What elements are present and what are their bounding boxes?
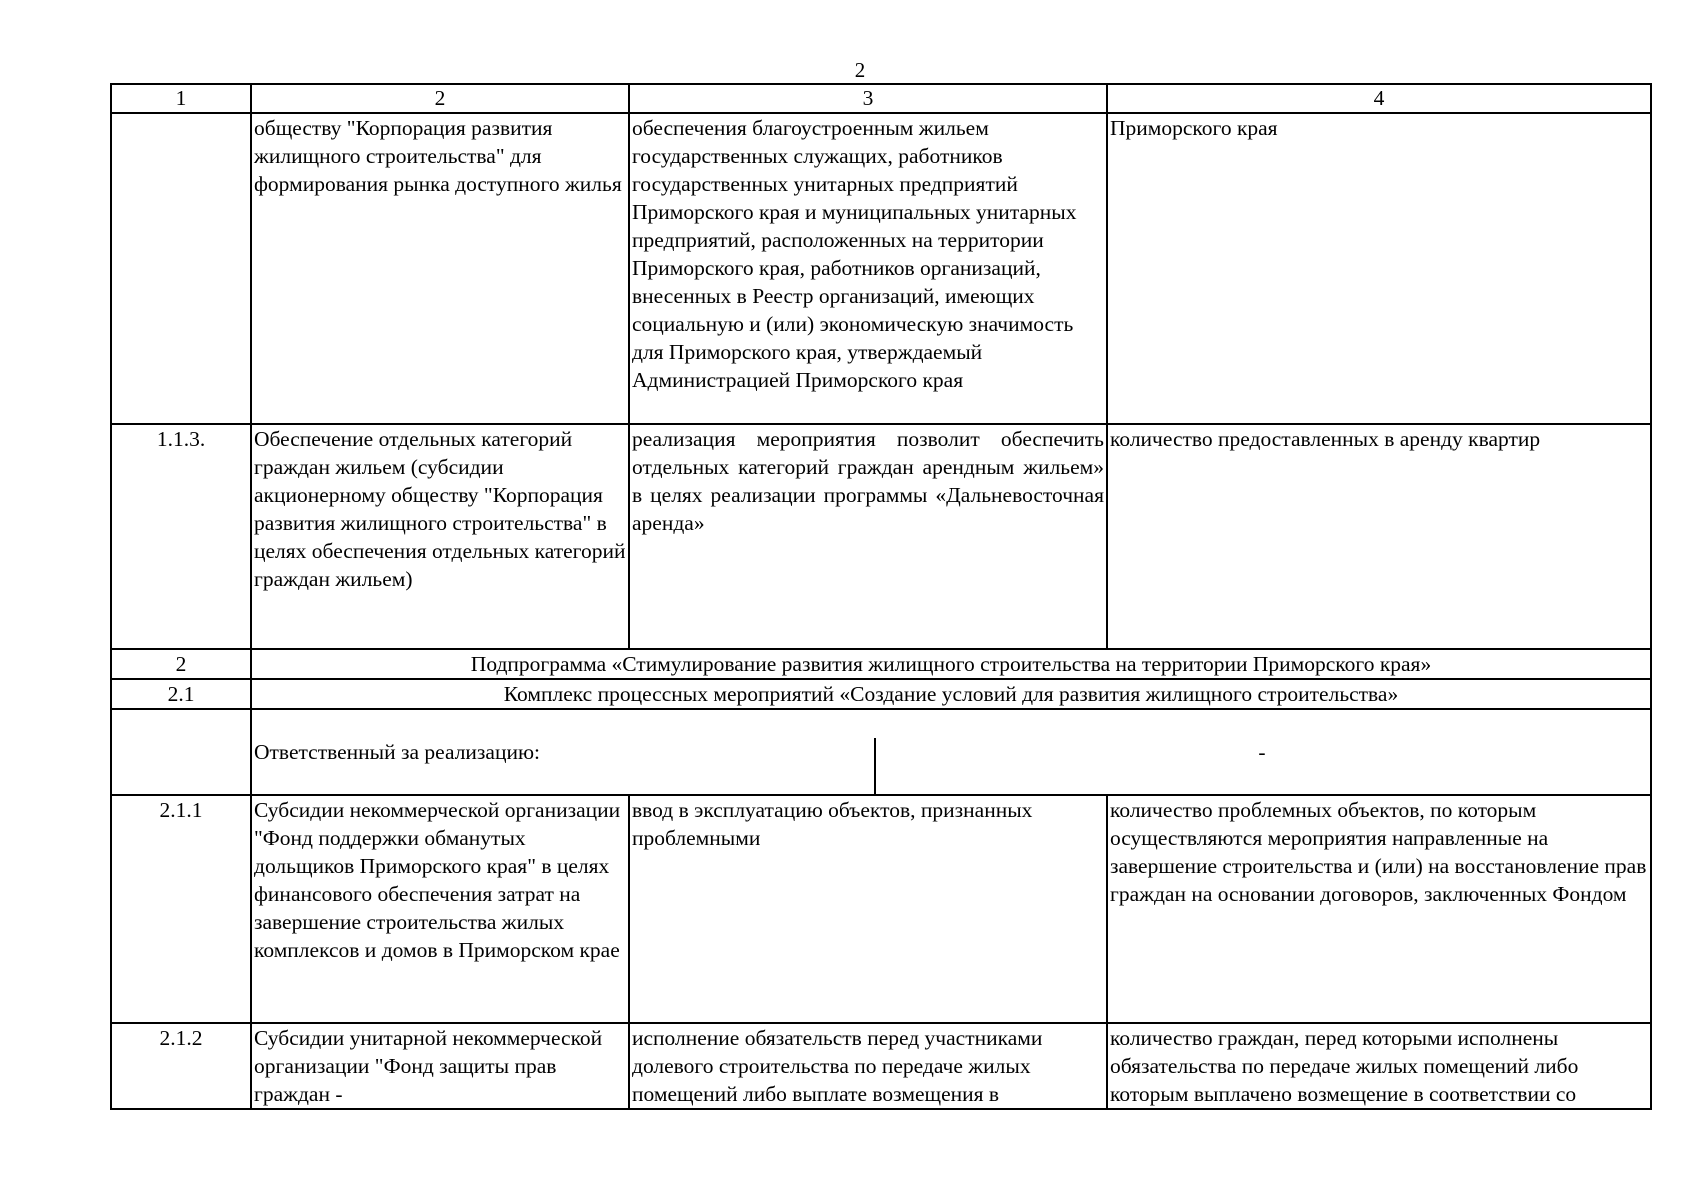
header-cell: 3 (629, 84, 1107, 113)
row-number: 2.1 (111, 679, 251, 709)
measure-name: обществу "Корпорация развития жилищного строительства" для формирования рынка доступного жилья (251, 113, 629, 424)
responsible-label: Ответственный за реализацию: (254, 738, 876, 795)
responsible-cell (251, 709, 1651, 795)
responsible-row (111, 709, 1651, 795)
row-number: 1.1.3. (111, 424, 251, 649)
page-number: 2 (854, 58, 866, 82)
responsible-value: - (1258, 740, 1266, 764)
measure-indicator: количество граждан, перед которыми исполнены обязательства по передаче жилых помещений либо которым выплачено возмещение в соответствии со (1107, 1023, 1651, 1109)
measure-indicator: Приморского края (1107, 113, 1651, 424)
header-cell: 2 (251, 84, 629, 113)
table-row (111, 424, 1651, 649)
row-number: 2.1.2 (111, 1023, 251, 1109)
table-row (111, 113, 1651, 424)
subprogram-row (111, 649, 1651, 679)
row-number (111, 113, 251, 424)
measure-name: Субсидии унитарной некоммерческой организации "Фонд защиты прав граждан - (251, 1023, 629, 1109)
measure-result: исполнение обязательств перед участниками долевого строительства по передаче жилых помещений либо выплате возмещения в (629, 1023, 1107, 1109)
header-cell: 1 (111, 84, 251, 113)
row-number: 2 (111, 649, 251, 679)
complex-title: Комплекс процессных мероприятий «Создание условий для развития жилищного строительства» (251, 679, 1651, 709)
complex-row (111, 679, 1651, 709)
program-table (110, 83, 1652, 1110)
measure-result: обеспечения благоустроенным жильем государственных служащих, работников государственных унитарных предприятий Приморского края и муниципальных унитарных предприятий, расположенных на территории Приморского края, работников организаций, внесенных в Реестр организаций, имеющих социальную и (или) экономическую значимость для Приморского края, утверждаемый Администрацией Приморского края (629, 113, 1107, 424)
table-header-row (111, 84, 1651, 113)
measure-indicator: количество предоставленных в аренду квартир (1107, 424, 1651, 649)
row-number: 2.1.1 (111, 795, 251, 1023)
table-row (111, 1023, 1651, 1109)
table-row (111, 795, 1651, 1023)
measure-indicator: количество проблемных объектов, по которым осуществляются мероприятия направленные на завершение строительства и (или) на восстановление прав граждан на основании договоров, заключенных Фондом (1107, 795, 1651, 1023)
header-cell: 4 (1107, 84, 1651, 113)
subprogram-title: Подпрограмма «Стимулирование развития жилищного строительства на территории Приморского края» (251, 649, 1651, 679)
row-number (111, 709, 251, 795)
measure-result: реализация мероприятия позволит обеспечить отдельных категорий граждан арендным жильем» в целях реализации программы «Дальневосточная аренда» (629, 424, 1107, 649)
measure-name: Обеспечение отдельных категорий граждан жильем (субсидии акционерному обществу "Корпорация развития жилищного строительства" в целях обеспечения отдельных категорий граждан жильем) (251, 424, 629, 649)
measure-name: Субсидии некоммерческой организации "Фонд поддержки обманутых дольщиков Приморского края" в целях финансового обеспечения затрат на завершение строительства жилых комплексов и домов в Приморском крае (251, 795, 629, 1023)
measure-result: ввод в эксплуатацию объектов, признанных проблемными (629, 795, 1107, 1023)
